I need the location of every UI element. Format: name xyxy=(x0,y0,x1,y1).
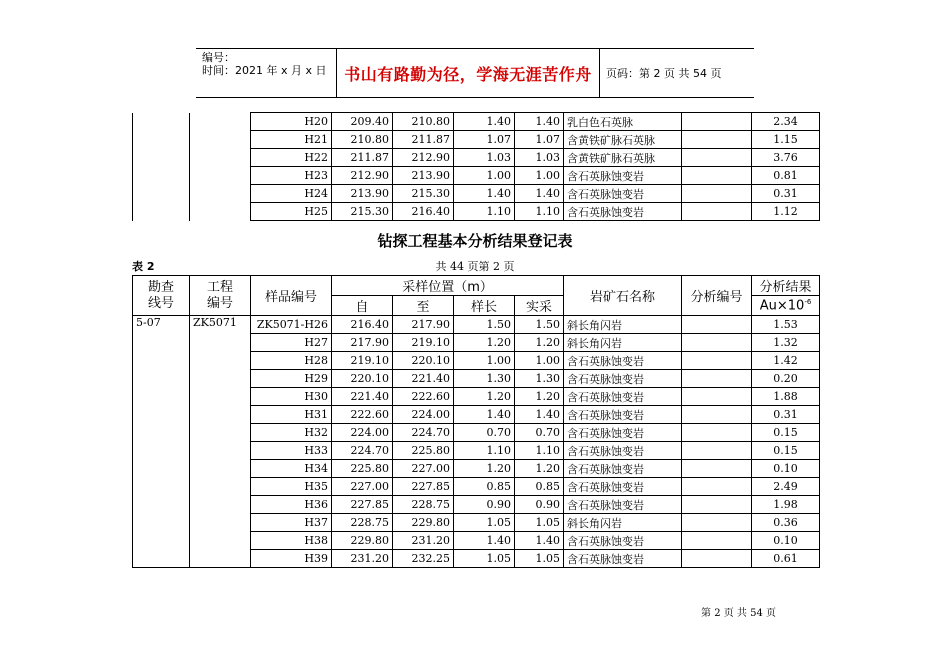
header-result: 分析结果 xyxy=(752,276,820,296)
result-cell: 0.20 xyxy=(752,370,820,388)
result-cell: 3.76 xyxy=(752,149,820,167)
actual-cell: 1.10 xyxy=(515,442,564,460)
header-analysis-no: 分析编号 xyxy=(682,276,752,316)
length-cell: 1.10 xyxy=(454,442,515,460)
from-cell: 231.20 xyxy=(332,550,393,568)
sample-no-cell: H36 xyxy=(251,496,332,514)
from-cell: 216.40 xyxy=(332,316,393,334)
to-cell: 227.85 xyxy=(393,478,454,496)
header-project-b: 编号 xyxy=(206,295,233,311)
rock-name-cell: 斜长角闪岩 xyxy=(564,334,682,352)
sample-no-cell: H38 xyxy=(251,532,332,550)
header-actual: 实采 xyxy=(515,296,564,316)
rock-name-cell: 含石英脉蚀变岩 xyxy=(564,460,682,478)
length-cell: 1.20 xyxy=(454,460,515,478)
length-cell: 1.40 xyxy=(454,185,515,203)
to-cell: 227.00 xyxy=(393,460,454,478)
sample-no-cell: H33 xyxy=(251,442,332,460)
actual-cell: 1.40 xyxy=(515,532,564,550)
analysis-no-cell xyxy=(682,149,752,167)
sample-no-cell: H35 xyxy=(251,478,332,496)
analysis-no-cell xyxy=(682,388,752,406)
analysis-no-cell xyxy=(682,496,752,514)
actual-cell: 1.20 xyxy=(515,388,564,406)
result-cell: 0.10 xyxy=(752,460,820,478)
rock-name-cell: 含石英脉蚀变岩 xyxy=(564,203,682,221)
to-cell: 229.80 xyxy=(393,514,454,532)
length-cell: 1.00 xyxy=(454,352,515,370)
result-cell: 1.12 xyxy=(752,203,820,221)
header-rock: 岩矿石名称 xyxy=(564,276,682,316)
rock-name-cell: 乳白色石英脉 xyxy=(564,113,682,131)
from-cell: 209.40 xyxy=(332,113,393,131)
length-cell: 1.50 xyxy=(454,316,515,334)
from-cell: 227.85 xyxy=(332,496,393,514)
analysis-no-cell xyxy=(682,424,752,442)
to-cell: 220.10 xyxy=(393,352,454,370)
sample-no-cell: H28 xyxy=(251,352,332,370)
page-header xyxy=(196,48,754,98)
length-cell: 1.03 xyxy=(454,149,515,167)
to-cell: 225.80 xyxy=(393,442,454,460)
header-from: 自 xyxy=(332,296,393,316)
from-cell: 219.10 xyxy=(332,352,393,370)
header-page-label: 页码：第 2 页 共 54 页 xyxy=(606,67,722,80)
result-cell: 1.32 xyxy=(752,334,820,352)
length-cell: 1.30 xyxy=(454,370,515,388)
header-unit-base: Au×10 xyxy=(759,298,805,314)
line-no-cell: 5-07 xyxy=(133,316,190,568)
from-cell: 215.30 xyxy=(332,203,393,221)
sample-no-cell: H34 xyxy=(251,460,332,478)
page-footer: 第 2 页 共 54 页 xyxy=(701,608,776,619)
sample-no-cell: H29 xyxy=(251,370,332,388)
to-cell: 228.75 xyxy=(393,496,454,514)
analysis-no-cell xyxy=(682,352,752,370)
rock-name-cell: 含石英脉蚀变岩 xyxy=(564,370,682,388)
result-cell: 0.31 xyxy=(752,406,820,424)
analysis-no-cell xyxy=(682,478,752,496)
result-cell: 1.98 xyxy=(752,496,820,514)
sample-no-cell: H39 xyxy=(251,550,332,568)
analysis-no-cell xyxy=(682,113,752,131)
rock-name-cell: 含石英脉蚀变岩 xyxy=(564,496,682,514)
analysis-no-cell xyxy=(682,131,752,149)
sample-no-cell: H31 xyxy=(251,406,332,424)
from-cell: 211.87 xyxy=(332,149,393,167)
analysis-no-cell xyxy=(682,167,752,185)
sample-no-cell: ZK5071-H26 xyxy=(251,316,332,334)
rock-name-cell: 含黄铁矿脉石英脉 xyxy=(564,131,682,149)
from-cell: 224.70 xyxy=(332,442,393,460)
length-cell: 1.07 xyxy=(454,131,515,149)
to-cell: 216.40 xyxy=(393,203,454,221)
analysis-no-cell xyxy=(682,203,752,221)
header-sample-no: 样品编号 xyxy=(251,276,332,316)
from-cell: 222.60 xyxy=(332,406,393,424)
rock-name-cell: 含石英脉蚀变岩 xyxy=(564,550,682,568)
sample-no-cell: H27 xyxy=(251,334,332,352)
results-table xyxy=(132,275,820,568)
analysis-no-cell xyxy=(682,316,752,334)
header-unit xyxy=(752,296,820,316)
rock-name-cell: 含石英脉蚀变岩 xyxy=(564,185,682,203)
sample-no-cell: H30 xyxy=(251,388,332,406)
table-continuation-body xyxy=(133,113,820,221)
line-no-cell xyxy=(133,113,190,221)
rock-name-cell: 含石英脉蚀变岩 xyxy=(564,167,682,185)
header-to: 至 xyxy=(393,296,454,316)
project-cell: ZK5071 xyxy=(190,316,251,568)
to-cell: 217.90 xyxy=(393,316,454,334)
rock-name-cell: 含石英脉蚀变岩 xyxy=(564,352,682,370)
to-cell: 222.60 xyxy=(393,388,454,406)
sample-no-cell: H22 xyxy=(251,149,332,167)
project-cell xyxy=(190,113,251,221)
actual-cell: 1.05 xyxy=(515,514,564,532)
header-position: 采样位置（m） xyxy=(332,276,564,296)
to-cell: 224.70 xyxy=(393,424,454,442)
rock-name-cell: 含石英脉蚀变岩 xyxy=(564,388,682,406)
actual-cell: 1.50 xyxy=(515,316,564,334)
length-cell: 1.20 xyxy=(454,388,515,406)
actual-cell: 1.20 xyxy=(515,460,564,478)
to-cell: 211.87 xyxy=(393,131,454,149)
number-label: 编号： xyxy=(202,51,235,64)
sample-no-cell: H23 xyxy=(251,167,332,185)
to-cell: 221.40 xyxy=(393,370,454,388)
analysis-no-cell xyxy=(682,185,752,203)
analysis-no-cell xyxy=(682,514,752,532)
header-line-no-a: 勘查 xyxy=(147,279,174,295)
actual-cell: 0.70 xyxy=(515,424,564,442)
actual-cell: 1.00 xyxy=(515,167,564,185)
actual-cell: 1.10 xyxy=(515,203,564,221)
analysis-no-cell xyxy=(682,460,752,478)
length-cell: 1.40 xyxy=(454,113,515,131)
rock-name-cell: 含石英脉蚀变岩 xyxy=(564,406,682,424)
actual-cell: 1.05 xyxy=(515,550,564,568)
length-cell: 0.90 xyxy=(454,496,515,514)
rock-name-cell: 斜长角闪岩 xyxy=(564,514,682,532)
actual-cell: 1.40 xyxy=(515,185,564,203)
to-cell: 231.20 xyxy=(393,532,454,550)
from-cell: 228.75 xyxy=(332,514,393,532)
actual-cell: 1.07 xyxy=(515,131,564,149)
rock-name-cell: 斜长角闪岩 xyxy=(564,316,682,334)
length-cell: 0.85 xyxy=(454,478,515,496)
to-cell: 213.90 xyxy=(393,167,454,185)
table-row xyxy=(133,113,820,131)
header-line-no-b: 线号 xyxy=(147,295,174,311)
to-cell: 232.25 xyxy=(393,550,454,568)
to-cell: 219.10 xyxy=(393,334,454,352)
from-cell: 213.90 xyxy=(332,185,393,203)
sample-no-cell: H25 xyxy=(251,203,332,221)
from-cell: 229.80 xyxy=(332,532,393,550)
result-cell: 0.10 xyxy=(752,532,820,550)
length-cell: 1.00 xyxy=(454,167,515,185)
from-cell: 217.90 xyxy=(332,334,393,352)
length-cell: 1.40 xyxy=(454,406,515,424)
length-cell: 0.70 xyxy=(454,424,515,442)
result-cell: 2.49 xyxy=(752,478,820,496)
length-cell: 1.40 xyxy=(454,532,515,550)
sample-no-cell: H32 xyxy=(251,424,332,442)
result-cell: 1.15 xyxy=(752,131,820,149)
sample-no-cell: H24 xyxy=(251,185,332,203)
actual-cell: 1.03 xyxy=(515,149,564,167)
table-row xyxy=(133,316,820,334)
header-project-a: 工程 xyxy=(206,279,233,295)
to-cell: 215.30 xyxy=(393,185,454,203)
result-cell: 2.34 xyxy=(752,113,820,131)
to-cell: 212.90 xyxy=(393,149,454,167)
analysis-no-cell xyxy=(682,370,752,388)
actual-cell: 1.40 xyxy=(515,406,564,424)
result-cell: 1.53 xyxy=(752,316,820,334)
sample-no-cell: H21 xyxy=(251,131,332,149)
header-line-no xyxy=(133,276,190,316)
header-length: 样长 xyxy=(454,296,515,316)
from-cell: 225.80 xyxy=(332,460,393,478)
from-cell: 220.10 xyxy=(332,370,393,388)
results-table-body xyxy=(133,316,820,568)
header-motto: 书山有路勤为径，学海无涯苦作舟 xyxy=(337,49,600,97)
to-cell: 224.00 xyxy=(393,406,454,424)
header-project xyxy=(190,276,251,316)
rock-name-cell: 含石英脉蚀变岩 xyxy=(564,478,682,496)
table-title: 钻探工程基本分析结果登记表 xyxy=(377,232,573,250)
analysis-no-cell xyxy=(682,442,752,460)
sample-no-cell: H37 xyxy=(251,514,332,532)
actual-cell: 0.90 xyxy=(515,496,564,514)
header-left xyxy=(196,49,337,97)
time-label: 时间：2021 年 x 月 x 日 xyxy=(202,64,327,77)
table-page-count: 共 44 页第 2 页 xyxy=(435,260,515,273)
rock-name-cell: 含石英脉蚀变岩 xyxy=(564,532,682,550)
from-cell: 227.00 xyxy=(332,478,393,496)
actual-cell: 1.00 xyxy=(515,352,564,370)
actual-cell: 0.85 xyxy=(515,478,564,496)
result-cell: 0.81 xyxy=(752,167,820,185)
analysis-no-cell xyxy=(682,406,752,424)
length-cell: 1.05 xyxy=(454,550,515,568)
length-cell: 1.10 xyxy=(454,203,515,221)
rock-name-cell: 含石英脉蚀变岩 xyxy=(564,442,682,460)
rock-name-cell: 含黄铁矿脉石英脉 xyxy=(564,149,682,167)
result-cell: 0.61 xyxy=(752,550,820,568)
analysis-no-cell xyxy=(682,550,752,568)
header-unit-exp: -6 xyxy=(804,297,812,306)
table-continuation xyxy=(132,112,820,221)
sample-no-cell: H20 xyxy=(251,113,332,131)
length-cell: 1.20 xyxy=(454,334,515,352)
table-label: 表 2 xyxy=(132,260,155,273)
from-cell: 212.90 xyxy=(332,167,393,185)
result-cell: 1.42 xyxy=(752,352,820,370)
result-cell: 0.31 xyxy=(752,185,820,203)
actual-cell: 1.40 xyxy=(515,113,564,131)
rock-name-cell: 含石英脉蚀变岩 xyxy=(564,424,682,442)
length-cell: 1.05 xyxy=(454,514,515,532)
actual-cell: 1.20 xyxy=(515,334,564,352)
analysis-no-cell xyxy=(682,532,752,550)
result-cell: 1.88 xyxy=(752,388,820,406)
from-cell: 224.00 xyxy=(332,424,393,442)
result-cell: 0.36 xyxy=(752,514,820,532)
from-cell: 210.80 xyxy=(332,131,393,149)
result-cell: 0.15 xyxy=(752,424,820,442)
result-cell: 0.15 xyxy=(752,442,820,460)
to-cell: 210.80 xyxy=(393,113,454,131)
analysis-no-cell xyxy=(682,334,752,352)
actual-cell: 1.30 xyxy=(515,370,564,388)
from-cell: 221.40 xyxy=(332,388,393,406)
